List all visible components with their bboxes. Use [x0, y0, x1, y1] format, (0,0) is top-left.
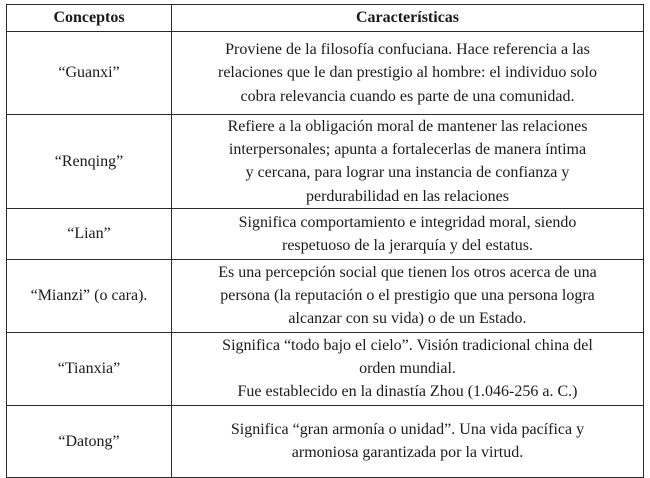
header-characteristics: Características [172, 5, 644, 32]
table-row [7, 405, 644, 477]
characteristics-cell [172, 208, 644, 259]
characteristics-line: Fue establecido en la dinastía Zhou (1.046-256 a. C.) [237, 383, 578, 401]
characteristics-line: Significa comportamiento e integridad moral, siendo [238, 213, 577, 231]
concept-cell: “Datong” [7, 405, 172, 477]
characteristics-line: Es una percepción social que tienen los otros acerca de una [218, 264, 597, 281]
characteristics-cell [172, 115, 644, 209]
characteristics-line: relaciones que le dan prestigio al hombre: el individuo solo [217, 64, 597, 82]
concepts-table [6, 4, 644, 478]
concept-cell: “Lian” [7, 208, 172, 259]
characteristics-line: perdurabilidad en las relaciones [305, 187, 510, 205]
concept-cell: “Renqing” [7, 115, 172, 209]
characteristics-line: Refiere a la obligación moral de mantener las relaciones [227, 118, 588, 135]
characteristics-cell [172, 259, 644, 332]
table-row [7, 115, 644, 209]
characteristics-cell [172, 405, 644, 477]
concept-cell: “Guanxi” [7, 32, 172, 115]
characteristics-line: Significa “gran armonía o unidad”. Una vida pacífica y [230, 421, 585, 439]
table-row [7, 32, 644, 115]
characteristics-cell [172, 32, 644, 115]
characteristics-line: interpersonales; apunta a fortalecerlas de manera íntima [228, 141, 587, 159]
table-row [7, 259, 644, 332]
characteristics-line: cobra relevancia cuando es parte de una comunidad. [240, 87, 575, 105]
table-row [7, 332, 644, 405]
characteristics-line: Proviene de la filosofía confuciana. Hace referencia a las [225, 41, 590, 59]
table-row [7, 208, 644, 259]
characteristics-line: respetuoso de la jerarquía y del estatus. [281, 236, 534, 254]
concept-cell: “Tianxia” [7, 332, 172, 405]
characteristics-cell [172, 332, 644, 405]
characteristics-line: persona (la reputación o el prestigio que una persona logra [220, 287, 595, 305]
concept-cell: “Mianzi” (o cara). [7, 259, 172, 332]
header-concepts: Conceptos [7, 5, 172, 32]
characteristics-line: orden mundial. [359, 360, 456, 378]
characteristics-line: Significa “todo bajo el cielo”. Visión tradicional china del [222, 337, 593, 354]
characteristics-line: y cercana, para lograr una instancia de confianza y [245, 164, 570, 182]
characteristics-line: armoniosa garantizada por la virtud. [291, 444, 524, 462]
characteristics-line: alcanzar con su vida) o de un Estado. [288, 310, 527, 328]
table-header-row [7, 5, 644, 32]
